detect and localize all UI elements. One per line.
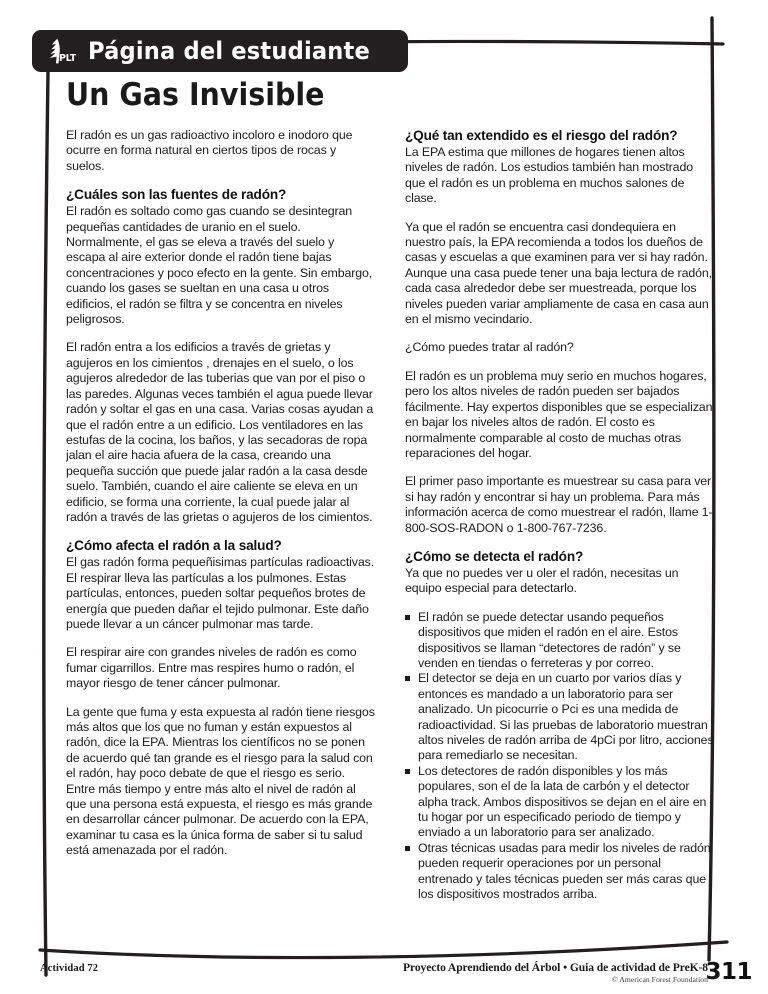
footer-credit: Proyecto Aprendiendo del Árbol • Guia de actividad de PreK-8	[403, 961, 708, 974]
plt-tree-logo-icon	[46, 38, 76, 64]
body-paragraph: La gente que fuma y esta expuesta al radón tiene riesgos más altos que los que no fuman y están expuestos al radón, dice la EPA. Mientras los científicos no se ponen de acuerdo qué tan grande es el riesgo para la salud con el radón, hay poco debate de que el riesgo es serio. Entre más tiempo y entre más alto el nivel de radón al que una persona está expuesta, el riesgo es más grande en desarrollar cáncer pulmonar. De acuerdo con la EPA, examinar tu casa es la única forma de saber si tu salud está amenazada por el radón.	[66, 704, 375, 858]
section-heading: ¿Qué tan extendido es el riesgo del radón?	[405, 128, 678, 143]
tab-title: Página del estudiante	[88, 37, 370, 65]
list-item	[405, 671, 715, 763]
article-body	[66, 128, 716, 902]
list-item-text: Los detectores de radón disponibles y los más populares, son el de la lata de carbón y el detector alpha track. Ambos dispositivos se dejan en el aire en tu hogar por un especificado periodo de tiempo y enviado a un laboratorio para ser analizado.	[418, 763, 707, 840]
body-paragraph: El radón es un gas radioactivo incoloro e inodoro que ocurre en forma natural en ciertos tipos de rocas y suelos.	[66, 128, 353, 173]
list-item-text: Otras técnicas usadas para medir los niveles de radón pueden requerir operaciones por un personal entrenado y tales técnicas pueden ser más caras que los dispositivos mostrados arriba.	[418, 840, 711, 902]
list-item	[405, 610, 715, 672]
body-paragraph: La EPA estima que millones de hogares tienen altos niveles de radón. Los estudios también han mostrado que el radón es un problema en muchos salones de clase.	[405, 145, 693, 206]
footer-activity-label: Actividad 72	[40, 963, 99, 974]
left-column	[66, 128, 376, 902]
list-item	[405, 841, 715, 903]
body-paragraph: El primer paso importante es muestrear su casa para ver si hay radón y encontrar si hay un problema. Para más información acerca de como muestrear el radón, llame 1-800-SOS-RADON o 1-800-767-7236.	[405, 474, 713, 535]
footer-copyright: © American Forest Foundation	[612, 975, 708, 984]
body-paragraph: El radón es soltado como gas cuando se desintegran pequeñas cantidades de uranio en el suelo. Normalmente, el gas se eleva a través del suelo y escapa al aire exterior donde el radón tiene bajas concentraciones y poco efecto en la gente. Sin embargo, cuando los gases se sueltan en una casa u otros edificios, el radón se filtra y se concentra en niveles peligrosos.	[66, 204, 373, 327]
body-paragraph: El respirar aire con grandes niveles de radón es como fumar cigarrillos. Entre mas respires humo o radón, el mayor riesgo de tener cáncer pulmonar.	[66, 645, 357, 691]
body-paragraph: ¿Cómo puedes tratar al radón?	[405, 340, 574, 355]
border-line-left	[44, 72, 48, 975]
body-paragraph: Ya que el radón se encuentra casi dondequiera en nuestro país, la EPA recomienda a todos los dueños de casas y escuelas a que examinen para ver si hay radón. Aunque una casa puede tener una baja lectura de radón, cada casa alrededor debe ser muestreada, porque los niveles pueden variar ampliamente de casa en casa aun en el mismo vecindario.	[405, 219, 712, 327]
section-heading: ¿Cuáles son las fuentes de radón?	[66, 187, 287, 203]
body-paragraph: Ya que no puedes ver u oler el radón, necesitas un equipo especial para detectarlo.	[405, 565, 679, 596]
right-column	[405, 128, 715, 902]
section-heading: ¿Cómo afecta el radón a la salud?	[66, 538, 282, 554]
footer-credit-block	[288, 961, 708, 985]
body-paragraph: El gas radón forma pequeñisimas partículas radioactivas. El respirar lleva las partículas a los pulmones. Estas partículas, entonces, pueden soltar pequeños brotes de energía que pueden dañar el tejido pulmonar. Este daño puede llevar a un cáncer pulmonar mas tarde.	[66, 555, 375, 631]
page-number: 311	[705, 959, 752, 985]
body-paragraph: El radón es un problema muy serio en muchos hogares, pero los altos niveles de radón pueden ser bajados fácilmente. Hay expertos disponibles que se especializan en bajar los niveles altos de radón. El costo es normalmente comparable al costo de muchas otras reparaciones del hogar.	[405, 368, 713, 460]
square-bullet-icon	[405, 676, 410, 681]
svg-text:PLT: PLT	[59, 53, 76, 64]
border-line-bottom	[40, 942, 727, 958]
body-paragraph: El radón entra a los edificios a través de grietas y agujeros en los cimientos , drenajes en el suelo, o los agujeros alrededor de las tuberias que van por el piso o las paredes. Algunas veces también el agua puede llevar radón y soltar el gas en una casa. Varias cosas ayudan a que el radón entre a un edificio. Los ventiladores en las estufas de la cocina, los baños, y las secadoras de ropa jalan el aire hacia afuera de la casa, creando una pequeña succión que puede jalar radón a la casa desde suelo. También, cuando el aire caliente se eleva en un edificio, se forma una corriente, la cual puede jalar al radón a través de las grietas o agujeros de los cimientos.	[66, 340, 374, 524]
square-bullet-icon	[405, 846, 410, 851]
list-item-text: El detector se deja en un cuarto por varios días y entonces es mandado a un laboratorio para ser analizado. Un picocurrie o Pci es una medida de radioactividad. Si las pruebas de laboratorio muestran altos niveles de radón arriba de 4pCi por litro, acciones para remediarlo se necesitan.	[418, 671, 714, 763]
square-bullet-icon	[405, 769, 410, 774]
bullet-list	[405, 610, 715, 903]
student-page-tab	[32, 30, 408, 72]
square-bullet-icon	[405, 615, 410, 620]
section-heading: ¿Cómo se detecta el radón?	[405, 548, 584, 564]
list-item	[405, 764, 715, 841]
page-title: Un Gas Invisible	[66, 77, 325, 113]
list-item-text: El radón se puede detectar usando pequeños dispositivos que miden el radón en el aire. Estos dispositivos se llaman “detectores de radón” y se venden en tiendas o ferreteras y por correo.	[418, 609, 681, 670]
